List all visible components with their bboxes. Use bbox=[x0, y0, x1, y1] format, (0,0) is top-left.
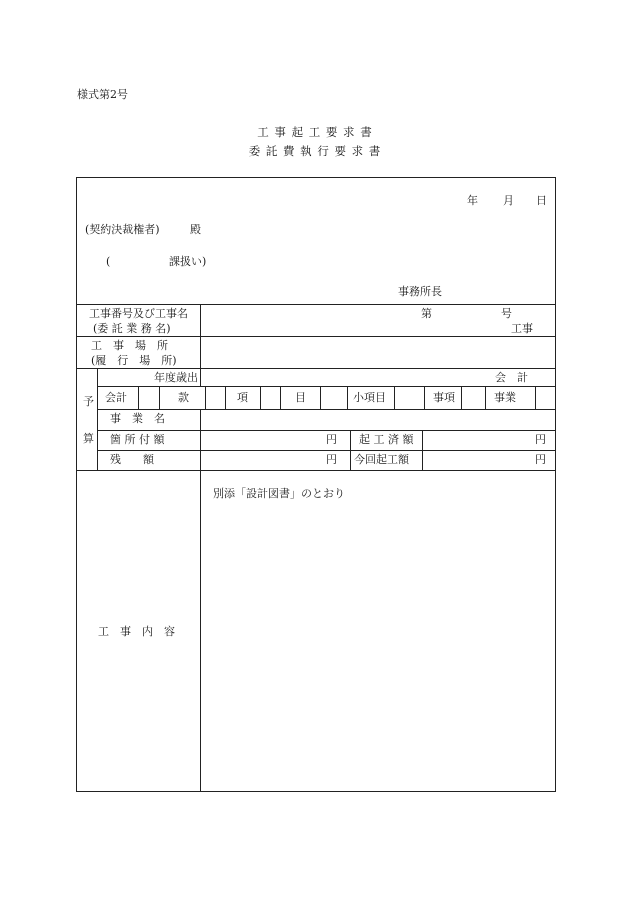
form-number: 様式第2号 bbox=[77, 88, 128, 101]
moku-label: 目 bbox=[295, 391, 306, 404]
started-amount-label: 起 工 済 額 bbox=[359, 433, 414, 446]
jigyou-label: 事業 bbox=[494, 391, 516, 404]
jikou-label: 事項 bbox=[433, 391, 455, 404]
project-name-label: 事 業 名 bbox=[110, 412, 165, 425]
office-head-label: 事務所長 bbox=[398, 285, 442, 298]
section-label: 課扱い) bbox=[169, 255, 207, 268]
form-table bbox=[76, 177, 556, 792]
addressee-label: (契約決裁権者) bbox=[85, 223, 160, 236]
dai-label: 第 bbox=[421, 307, 432, 320]
document-title: 工 事 起 工 要 求 書 bbox=[257, 125, 373, 139]
started-yen: 円 bbox=[535, 433, 546, 446]
kan-label: 款 bbox=[178, 391, 189, 404]
commission-name-label: (委 託 業 務 名) bbox=[93, 322, 171, 335]
koji-label: 工事 bbox=[511, 322, 533, 335]
budget-side-label-1: 予 bbox=[83, 395, 94, 408]
day-label: 日 bbox=[536, 194, 547, 207]
honorific-label: 殿 bbox=[190, 223, 201, 236]
performance-location-label: (履 行 場 所) bbox=[91, 354, 177, 367]
document-subtitle: 委 託 費 執 行 要 求 書 bbox=[248, 144, 382, 158]
shoukoumoku-label: 小項目 bbox=[353, 391, 386, 404]
go-label: 号 bbox=[501, 307, 512, 320]
allotted-yen: 円 bbox=[326, 433, 337, 446]
remaining-yen: 円 bbox=[326, 453, 337, 466]
section-open-paren: ( bbox=[106, 255, 111, 268]
remaining-label: 残 額 bbox=[110, 453, 154, 466]
allotted-amount-label: 箇 所 付 額 bbox=[110, 433, 165, 446]
work-content-label: 工 事 内 容 bbox=[98, 625, 175, 638]
work-content-text: 別添「設計図書」のとおり bbox=[213, 487, 345, 500]
month-label: 月 bbox=[503, 194, 514, 207]
kou-label: 項 bbox=[237, 391, 248, 404]
current-yen: 円 bbox=[535, 453, 546, 466]
work-number-label: 工事番号及び工事名 bbox=[89, 307, 188, 320]
current-amount-label: 今回起工額 bbox=[354, 453, 409, 466]
kaikei-label: 会計 bbox=[105, 391, 127, 404]
budget-side-label-2: 算 bbox=[83, 432, 94, 445]
location-label: 工 事 場 所 bbox=[91, 339, 168, 352]
account-label: 会 計 bbox=[495, 371, 528, 384]
year-label: 年 bbox=[467, 194, 478, 207]
fiscal-year-label: 年度歳出 bbox=[154, 371, 198, 384]
